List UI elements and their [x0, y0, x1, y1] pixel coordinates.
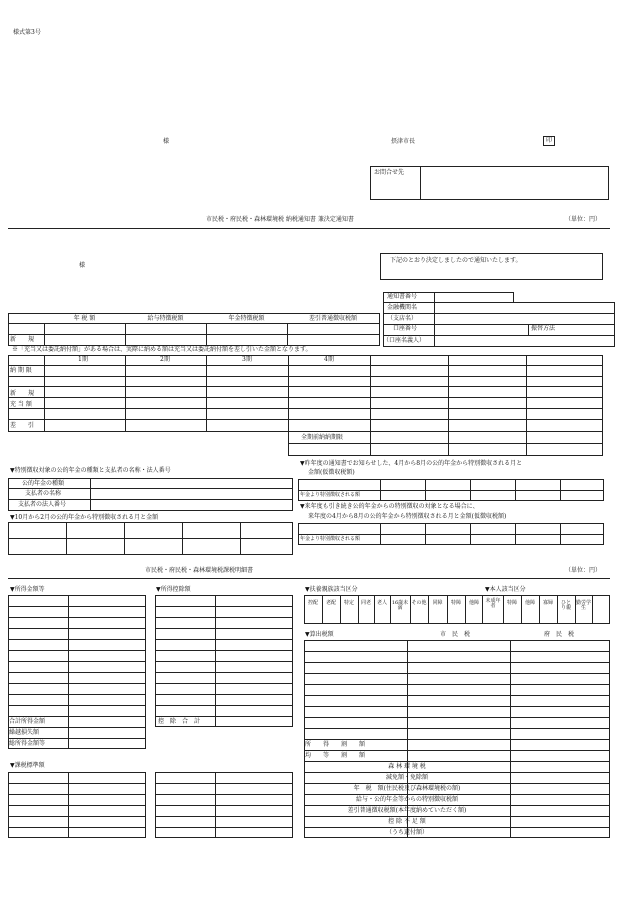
pension-next-title-2: 来年度の4月から8月の公的年金から特別徴収される月と金額(仮徴収税額)	[308, 513, 507, 520]
calc-row-7: 控 除 不 足 額	[388, 818, 426, 825]
pension-row-1: 支払者の名称	[25, 490, 62, 497]
self-col-4: ひとり親	[560, 600, 571, 611]
period-table	[8, 355, 603, 455]
deduction-total: 控 除 合 計	[158, 718, 201, 725]
pension-payer-table	[8, 478, 293, 511]
period-row-applied: 充 当 額	[10, 401, 32, 408]
self-col-5: 勤労学生	[576, 600, 592, 611]
income-table	[8, 595, 146, 749]
dep-col-2: 特定	[343, 600, 354, 606]
self-col-1: 特障	[506, 600, 517, 606]
inquiry-label: お問合せ先	[374, 169, 405, 176]
pension-row-0: 公的年金の種類	[22, 480, 65, 487]
seal-mark: 印	[543, 136, 555, 146]
calc-row-1: 均 等 割 額	[305, 752, 366, 759]
dep-col-0: 控配	[307, 600, 318, 606]
tax-header-0: 年 税 額	[73, 315, 96, 322]
pension-prev-table	[298, 479, 604, 501]
bank-label-2: （支店名）	[387, 315, 418, 322]
deduction-title: ▼所得控除額	[156, 586, 191, 593]
bank-info	[383, 292, 615, 347]
dep-col-9: 他障	[468, 600, 479, 606]
bank-label-4: （口座名義人）	[383, 337, 426, 344]
calc-row-3: 減免額・免除額	[385, 774, 428, 781]
dep-col-8: 特障	[450, 600, 461, 606]
tax-amount-table	[8, 313, 380, 345]
self-col-0: 未成年者	[485, 598, 501, 609]
inquiry-box	[370, 166, 609, 200]
period-row-diff: 差 引	[10, 422, 35, 429]
dep-col-4: 老人	[376, 600, 387, 606]
tax-row-label: 新 規	[10, 336, 35, 343]
pension-prev-title-2: 金額(仮徴収税額)	[308, 469, 355, 476]
income-total-0: 合計所得金額	[9, 718, 46, 725]
taxable-title: ▼課税標準額	[10, 762, 45, 769]
period-1: 1期	[78, 356, 88, 363]
calc-city-header: 市 民 税	[440, 631, 471, 638]
bank-label-0: 通知書番号	[387, 293, 418, 300]
income-total-2: 総所得金額等	[9, 740, 46, 747]
deduction-table	[155, 595, 293, 727]
dep-col-5: 16歳未満	[391, 600, 409, 611]
period-row-due: 納 期 限	[10, 367, 32, 374]
dep-col-6: その他	[411, 600, 427, 606]
form-number: 様式第3号	[13, 29, 41, 36]
period-2: 2期	[160, 356, 170, 363]
transfer-method-label: 振替方法	[531, 325, 556, 332]
addressee-sama: 様	[163, 138, 170, 145]
calc-row-5: 給与・公的年金等からの特別徴収税額	[355, 796, 458, 803]
tax-header-2: 年金特徴税額	[228, 315, 265, 322]
taxable-table-right	[155, 772, 293, 838]
calc-title: ▼算出税額	[305, 631, 334, 638]
tax-header-1: 給与特徴税額	[147, 315, 184, 322]
self-col-3: 寡婦	[542, 600, 553, 606]
pension-oct-title: ▼10月から2月の公的年金から特別徴収される月と金額	[10, 514, 159, 521]
bank-label-1: 金融機関名	[387, 304, 418, 311]
mayor-name: 摂津市長	[391, 138, 416, 145]
detail-unit: （単位：円）	[565, 567, 602, 574]
tax-note: ※「充当又は委託納付額」がある場合は、実際に納める額は充当又は委託納付額を差し引いた金額となります。	[12, 346, 312, 353]
category-table	[304, 595, 610, 624]
full-prepay-label: 全期前納納期限	[301, 434, 344, 441]
pension-next-row: 年金より特別徴収される額	[300, 536, 361, 542]
period-4: 4期	[324, 356, 334, 363]
calc-row-8: （うち還付額）	[385, 829, 428, 836]
pension-row-2: 支払者の法人番号	[18, 501, 67, 508]
pension-prev-row: 年金より特別徴収される額	[300, 492, 361, 498]
period-3: 3期	[242, 356, 252, 363]
calc-row-0: 所 得 割 額	[305, 741, 366, 748]
pension-next-title-1: ▼来年度も引き続き公的年金からの特別徴収の対象となる場合に、	[300, 503, 479, 510]
pension-oct-table	[8, 522, 293, 555]
calc-table	[304, 640, 610, 838]
notice-message: 下記のとおり決定しましたので通知いたします。	[390, 257, 522, 264]
dependents-title: ▼扶養親族該当区分	[305, 586, 358, 593]
detail-title: 市民税・府民税・森林環境税課税明細書	[145, 567, 254, 574]
notice-unit: （単位：円）	[565, 216, 602, 223]
calc-row-2: 森 林 環 境 税	[388, 763, 426, 770]
pension-prev-title-1: ▼昨年度の通知書でお知らせした、4月から8月の公的年金から特別徴収される月と	[300, 460, 523, 467]
notice-sama: 様	[79, 262, 86, 269]
dep-col-7: 同障	[432, 600, 443, 606]
dep-col-1: 老配	[325, 600, 336, 606]
income-title: ▼所得金額等	[10, 586, 45, 593]
tax-header-3: 差引普通徴収税額	[308, 315, 357, 322]
bank-label-3: 口座番号	[393, 325, 418, 332]
self-title: ▼本人該当区分	[485, 586, 526, 593]
pension-next-table	[298, 523, 604, 545]
income-total-1: 繰越損失額	[9, 729, 40, 736]
calc-row-6: 差引普通徴収税額(本年度納めていただく額)	[347, 807, 467, 814]
self-col-2: 他障	[524, 600, 535, 606]
period-row-new: 新 規	[10, 390, 35, 397]
taxable-table-left	[8, 772, 146, 838]
calc-row-4: 年 税 額(住民税及び森林環境税の額)	[353, 785, 461, 792]
notice-title: 市民税・府民税・森林環境税 納税通知書 兼決定通知書	[206, 216, 354, 223]
calc-pref-header: 府 民 税	[544, 631, 575, 638]
dep-col-3: 同老	[360, 600, 371, 606]
pension-left-title: ▼特別徴収対象の公的年金の種類と支払者の名称・法人番号	[10, 467, 171, 474]
